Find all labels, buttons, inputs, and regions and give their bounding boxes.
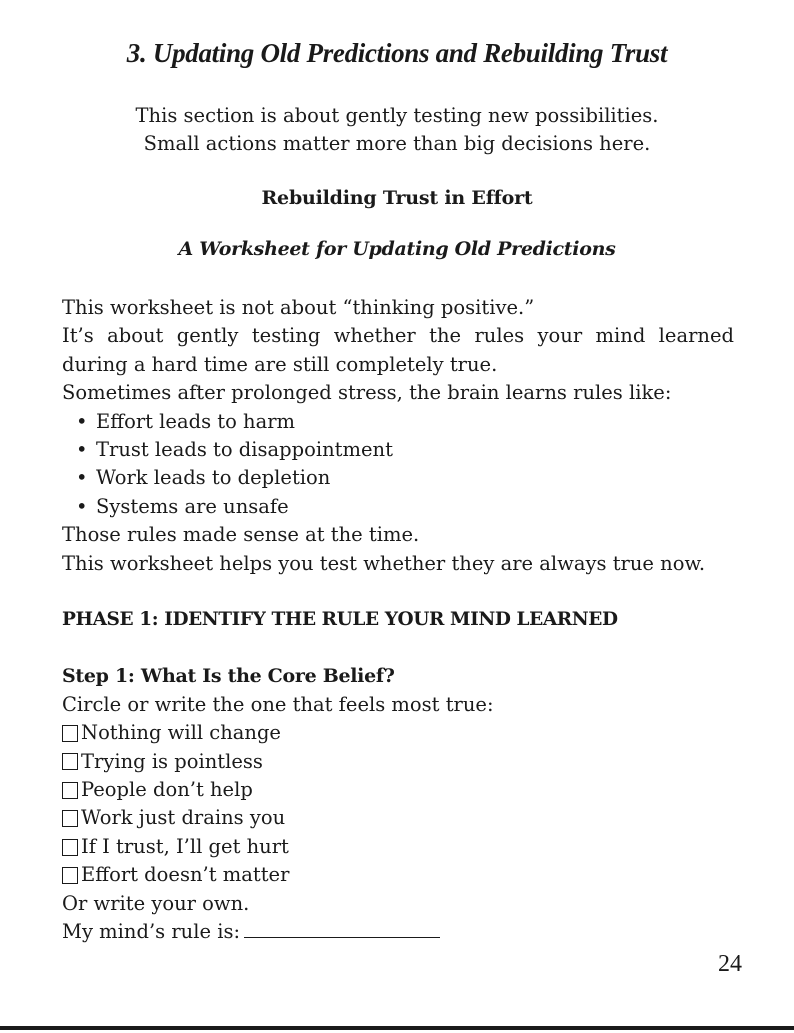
section-title: 3. Updating Old Predictions and Rebuilding Trust: [126, 38, 668, 68]
option-effort-doesnt-matter[interactable]: [62, 861, 734, 889]
checkbox-icon[interactable]: [62, 867, 78, 884]
list-item: [76, 493, 734, 521]
option-trust-get-hurt[interactable]: [62, 833, 734, 861]
option-label: Trying is pointless: [81, 749, 263, 773]
bullet-icon: •: [76, 438, 88, 462]
list-item: [76, 464, 734, 492]
checkbox-icon[interactable]: [62, 839, 78, 856]
list-item-text: Work leads to depletion: [96, 466, 331, 490]
worksheet-subtitle: A Worksheet for Updating Old Predictions: [178, 238, 616, 260]
list-item-text: Effort leads to harm: [96, 409, 296, 433]
paragraph-learned-rules: Sometimes after prolonged stress, the brain learns rules like:: [62, 381, 672, 405]
intro-line-1: This section is about gently testing new possibilities.: [135, 104, 659, 127]
list-item: [76, 408, 734, 436]
checkbox-icon[interactable]: [62, 782, 78, 799]
write-own-text: Or write your own.: [62, 891, 250, 915]
page-number: 24: [718, 951, 742, 977]
bullet-icon: •: [76, 466, 88, 490]
option-people-dont-help[interactable]: [62, 776, 734, 804]
phase-heading: PHASE 1: IDENTIFY THE RULE YOUR MIND LEARNED: [62, 609, 618, 631]
paragraph-rules-made-sense: Those rules made sense at the time.: [62, 523, 420, 547]
list-item: [76, 436, 734, 464]
paragraph-not-positive: This worksheet is not about “thinking positive.”: [62, 296, 535, 319]
option-label: If I trust, I’ll get hurt: [81, 834, 289, 858]
checkbox-icon[interactable]: [62, 753, 78, 770]
paragraph-test-now: This worksheet helps you test whether they are always true now.: [62, 551, 706, 575]
rule-prompt-line: [62, 918, 734, 946]
checkbox-icon[interactable]: [62, 725, 78, 742]
option-work-drains-you[interactable]: [62, 804, 734, 832]
intro-line-2: Small actions matter more than big decisions here.: [143, 132, 651, 155]
checkbox-icon[interactable]: [62, 810, 78, 827]
bullet-icon: •: [76, 494, 88, 518]
list-item-text: Systems are unsafe: [96, 494, 289, 518]
body-content: [62, 294, 734, 946]
paragraph-testing-rules: It’s about gently testing whether the rules your mind learned during a hard time are still completely true.: [62, 324, 734, 376]
rule-prompt-label: My mind’s rule is:: [62, 920, 241, 944]
option-trying-is-pointless[interactable]: [62, 748, 734, 776]
option-nothing-will-change[interactable]: [62, 719, 734, 747]
step-instruction: Circle or write the one that feels most true:: [62, 692, 494, 716]
subheading: Rebuilding Trust in Effort: [261, 187, 533, 209]
rules-list: [62, 408, 734, 522]
option-label: Work just drains you: [81, 806, 286, 830]
list-item-text: Trust leads to disappointment: [96, 438, 393, 462]
step-heading: Step 1: What Is the Core Belief?: [62, 665, 395, 688]
option-label: Nothing will change: [81, 721, 281, 745]
intro-text: [0, 102, 794, 158]
option-label: Effort doesn’t matter: [81, 863, 290, 887]
bottom-divider: [0, 1026, 794, 1030]
rule-answer-blank[interactable]: [244, 919, 440, 938]
bullet-icon: •: [76, 409, 88, 433]
option-label: People don’t help: [81, 778, 253, 802]
